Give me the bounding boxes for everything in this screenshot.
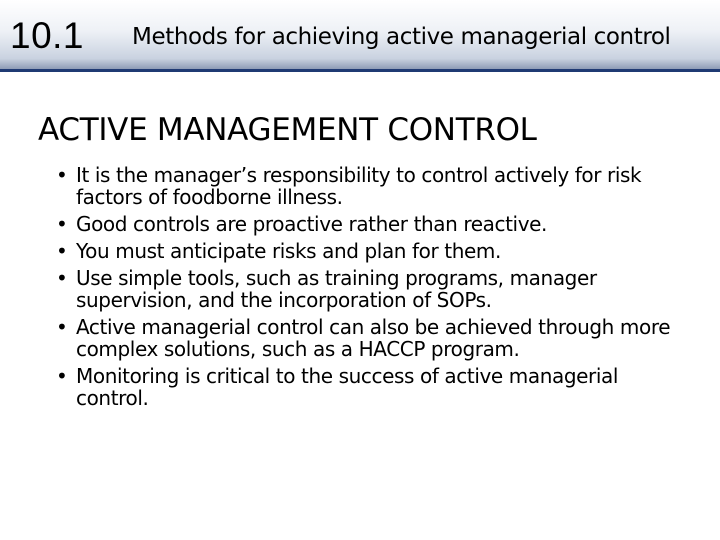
bullet-icon: • [56, 163, 68, 187]
section-number: 10.1 [10, 15, 85, 56]
bullet-item [56, 213, 696, 235]
slide-title: ACTIVE MANAGEMENT CONTROL [38, 112, 537, 148]
bullet-text: Good controls are proactive rather than reactive. [76, 212, 548, 236]
bullet-list [56, 164, 696, 414]
bullet-item [56, 164, 696, 208]
header-bar [0, 0, 720, 72]
bullet-icon: • [56, 212, 68, 236]
bullet-text: It is the manager’s responsibility to control actively for risk factors of foodborne illness. [76, 163, 642, 209]
bullet-text: Active managerial control can also be achieved through more complex solutions, such as a HACCP program. [76, 315, 671, 361]
bullet-text: You must anticipate risks and plan for them. [76, 239, 501, 263]
bullet-icon: • [56, 239, 68, 263]
bullet-item [56, 240, 696, 262]
bullet-icon: • [56, 315, 68, 339]
bullet-item [56, 365, 696, 409]
bullet-item [56, 267, 696, 311]
bullet-icon: • [56, 364, 68, 388]
header-title: Methods for achieving active managerial control [132, 24, 671, 50]
bullet-icon: • [56, 266, 68, 290]
bullet-item [56, 316, 696, 360]
bullet-text: Monitoring is critical to the success of active managerial control. [76, 364, 619, 410]
bullet-text: Use simple tools, such as training programs, manager supervision, and the incorporation of SOPs. [76, 266, 597, 312]
